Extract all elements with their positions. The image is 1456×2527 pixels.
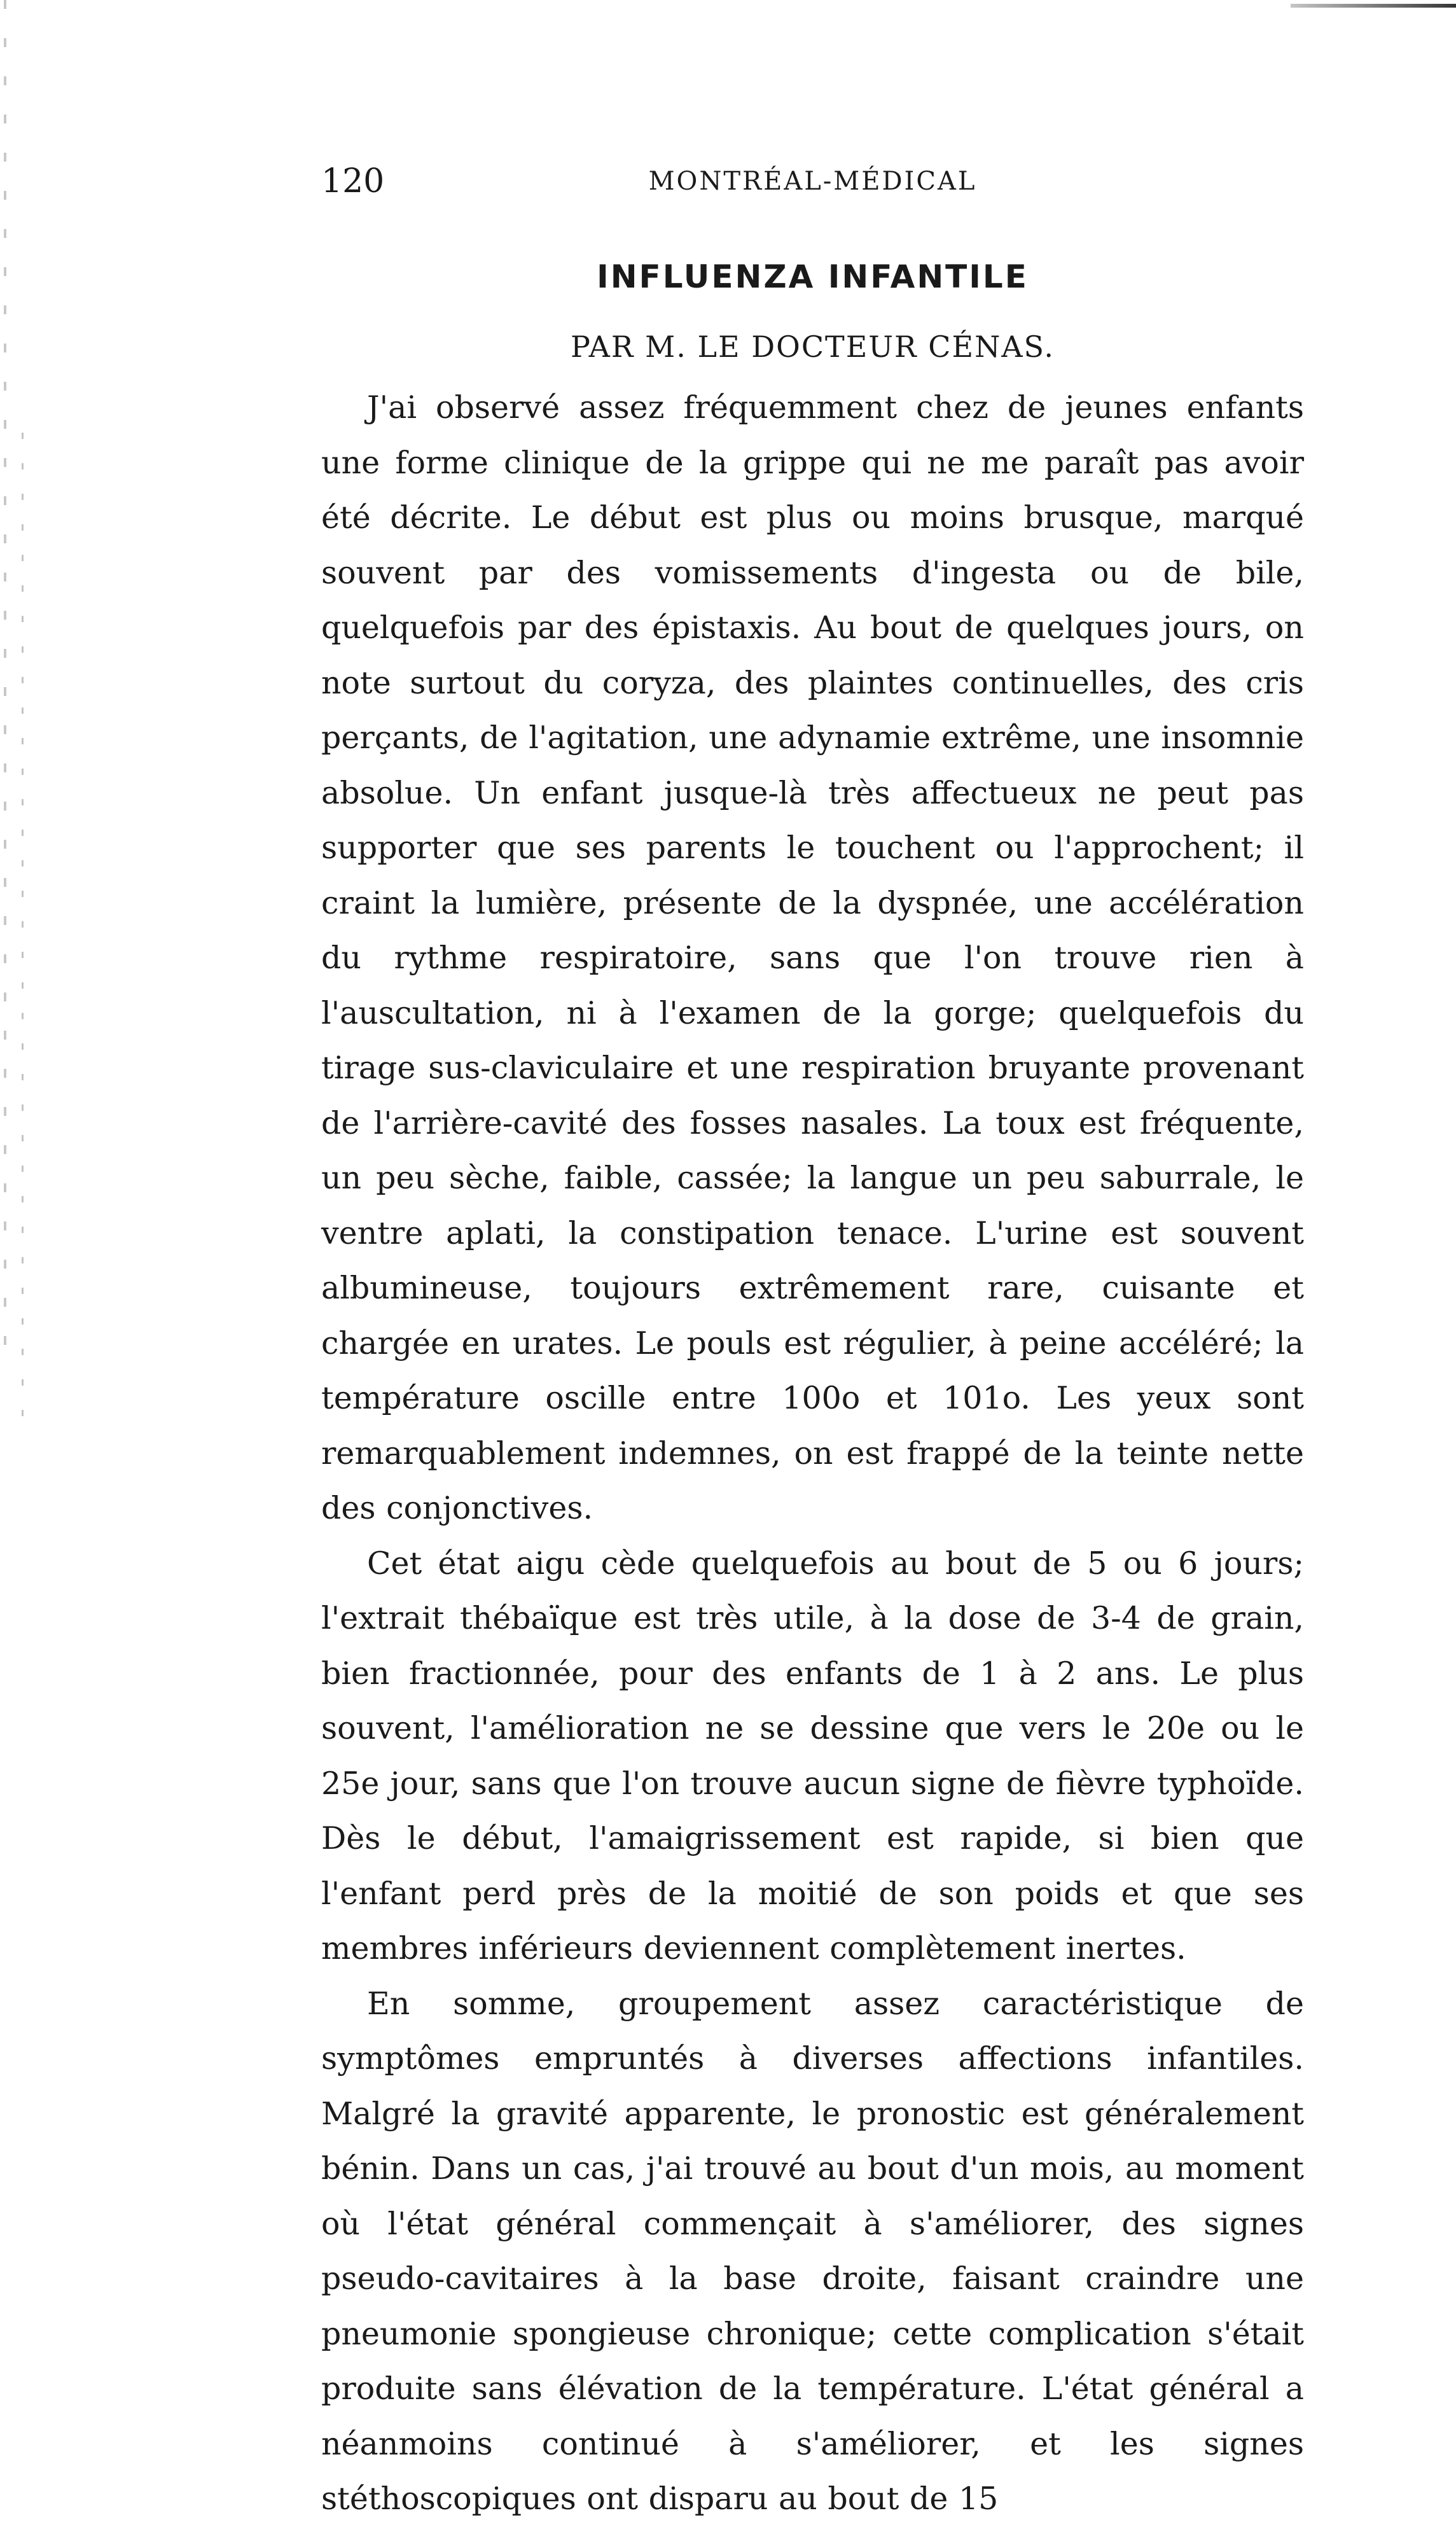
running-head [321, 159, 1304, 204]
article-body [321, 380, 1304, 2527]
article-byline: PAR M. LE DOCTEUR CÉNAS. [570, 330, 1055, 364]
paragraph-1: J'ai observé assez fréquemment chez de jeunes enfants une forme clinique de la grippe qui ne me paraît pas avoir été décrite. Le début est plus ou moins brusque, marqué souvent par des vomissements d'ingesta ou de bile, quelquefois par des épistaxis. Au bout de quelques jours, on note surtout du coryza, des plaintes continuelles, des cris perçants, de l'agitation, une adynamie extrême, une insomnie absolue. Un enfant jusque-là très affectueux ne peut pas supporter que ses parents le touchent ou l'approchent; il craint la lumière, présente de la dyspnée, une accélération du rythme respiratoire, sans que l'on trouve rien à l'auscultation, ni à l'examen de la gorge; quelquefois du tirage sus-claviculaire et une respiration bruyante provenant de l'arrière-cavité des fosses nasales. La toux est fréquente, un peu sèche, faible, cassée; la langue un peu saburrale, le ventre aplati, la constipation tenace. L'urine est souvent albumineuse, toujours extrêmement rare, cuisante et chargée en urates. Le pouls est régulier, à peine accéléré; la température oscille entre 100o et 101o. Les yeux sont remarquablement indemnes, on est frappé de la teinte nette des conjonctives. [321, 389, 1304, 1526]
page [321, 159, 1304, 2527]
paragraph-2: Cet état aigu cède quelquefois au bout de 5 ou 6 jours; l'extrait thébaïque est très utile, à la dose de 3-4 de grain, bien fractionnée, pour des enfants de 1 à 2 ans. Le plus souvent, l'amélioration ne se dessine que vers le 20e ou le 25e jour, sans que l'on trouve aucun signe de fièvre typhoïde. Dès le début, l'amaigrissement est rapide, si bien que l'enfant perd près de la moitié de son poids et que ses membres inférieurs deviennent complètement inertes. [321, 1545, 1304, 1967]
scan-edge-artifact [1291, 4, 1456, 8]
page-number: 120 [321, 162, 385, 200]
journal-title: MONTRÉAL-MÉDICAL [648, 167, 977, 196]
paragraph-3: En somme, groupement assez caractéristique de symptômes empruntés à diverses affections infantiles. Malgré la gravité apparente, le pronostic est généralement bénin. Dans un cas, j'ai trouvé au bout d'un mois, au moment où l'état général commençait à s'améliorer, des signes pseudo-cavitaires à la base droite, faisant craindre une pneumonie spongieuse chronique; cette complication s'était produite sans élévation de la température. L'état général a néanmoins continué à s'améliorer, et les signes stéthoscopiques ont disparu au bout de 15 [321, 1985, 1304, 2517]
scan-margin-artifact [4, 0, 6, 1368]
article-title: INFLUENZA INFANTILE [597, 258, 1029, 295]
scan-margin-artifact [22, 433, 24, 1419]
